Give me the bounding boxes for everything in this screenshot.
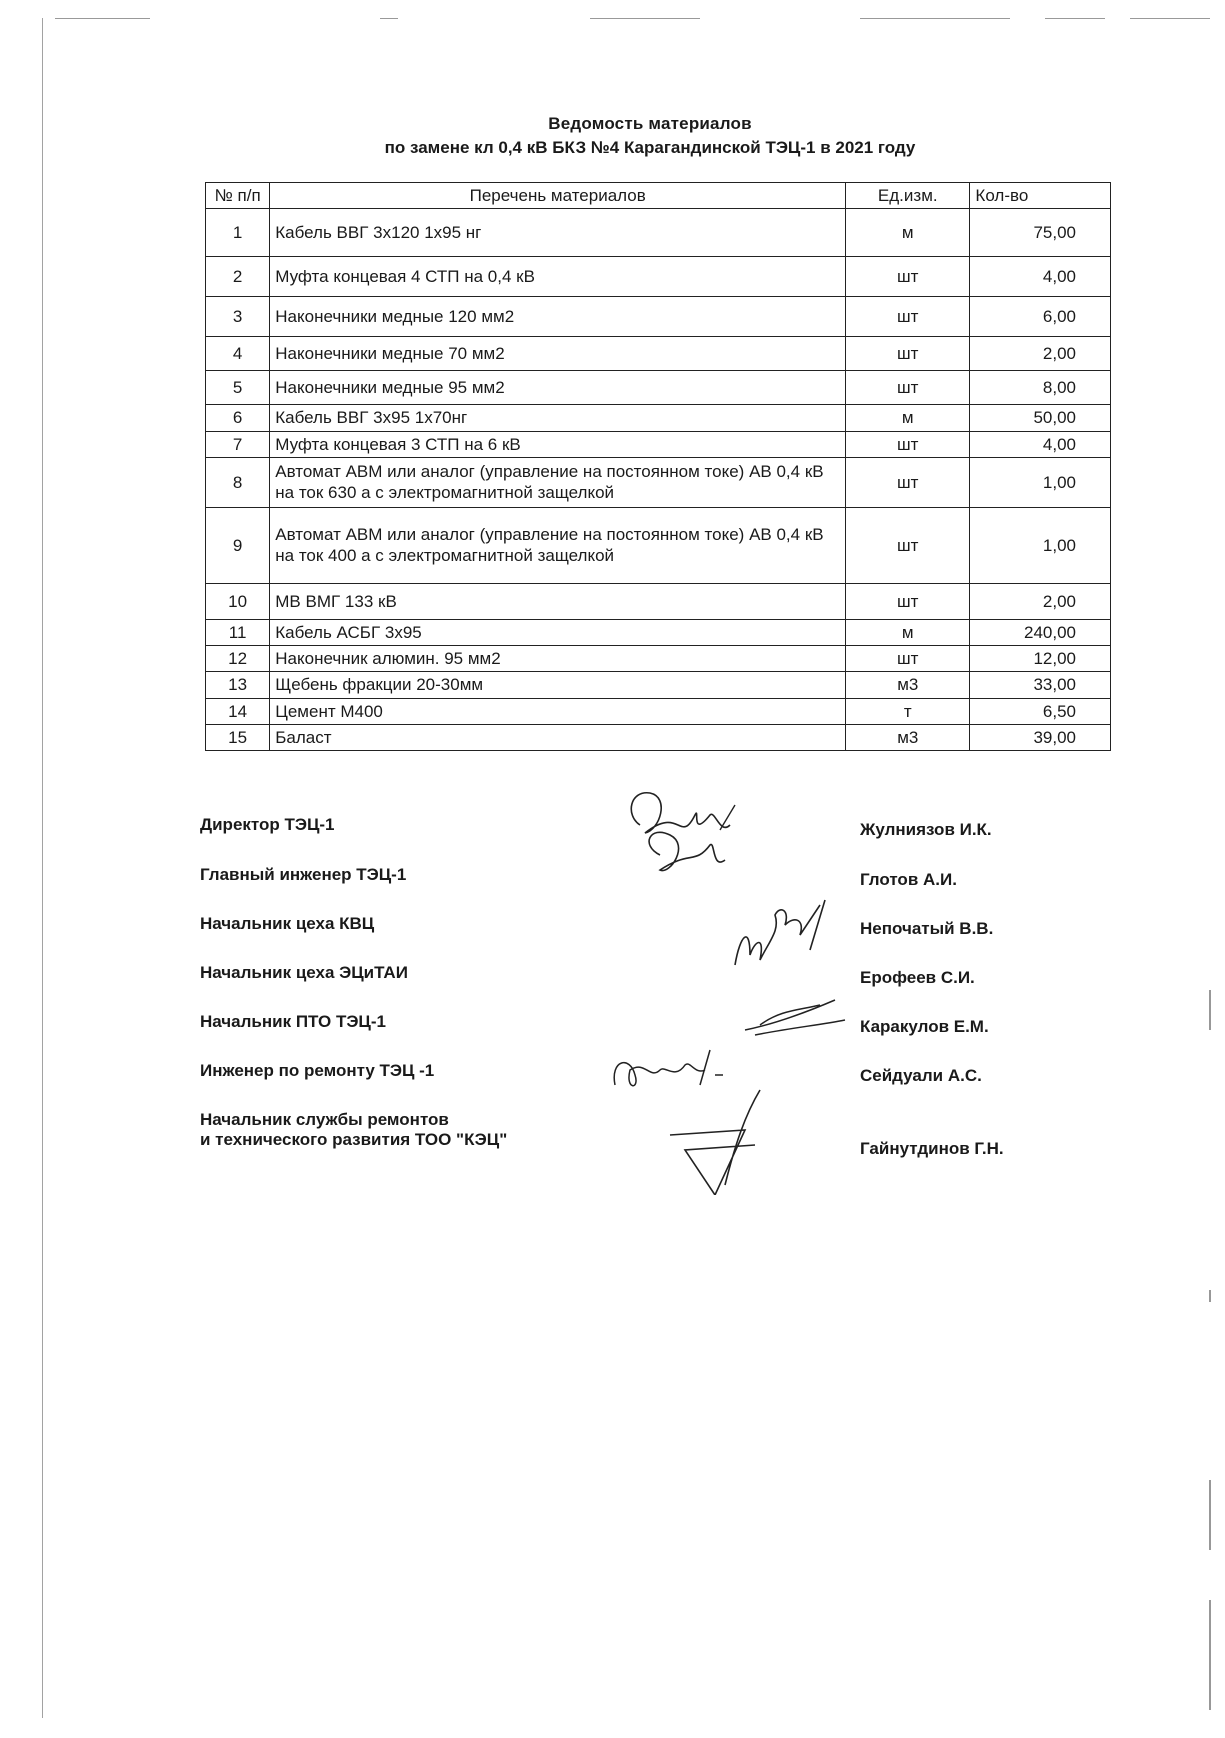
scan-edge-line [42, 18, 43, 1718]
signature-row [200, 914, 1100, 944]
table-row [206, 583, 1111, 619]
row-quantity: 6,50 [970, 698, 1111, 724]
scan-right-marks [1209, 1480, 1211, 1550]
row-unit: м3 [846, 724, 970, 750]
row-quantity: 6,00 [970, 297, 1111, 337]
signatory-position: Начальник цеха КВЦ [200, 914, 375, 933]
row-unit: шт [846, 257, 970, 297]
title-line-2: по замене кл 0,4 кВ БКЗ №4 Карагандинской ТЭЦ-1 в 2021 году [384, 138, 916, 157]
signature-kvc [725, 895, 860, 970]
row-number: 3 [206, 297, 270, 337]
table-row [206, 619, 1111, 645]
row-material-name: Кабель ВВГ 3х120 1х95 нг [270, 209, 846, 257]
row-quantity: 75,00 [970, 209, 1111, 257]
row-number: 7 [206, 431, 270, 457]
signatory-position: Начальник службы ремонтов и технического развития ТОО "КЭЦ" [200, 1110, 508, 1149]
table-row [206, 371, 1111, 405]
row-quantity: 8,00 [970, 371, 1111, 405]
signatory-name: Непочатый В.В. [860, 919, 994, 938]
row-number: 11 [206, 619, 270, 645]
scan-top-dash [1130, 18, 1210, 19]
row-quantity: 2,00 [970, 583, 1111, 619]
row-unit: т [846, 698, 970, 724]
row-material-name: Цемент М400 [270, 698, 846, 724]
row-number: 4 [206, 337, 270, 371]
table-row [206, 297, 1111, 337]
row-material-name: МВ ВМГ 133 кВ [270, 583, 846, 619]
table-row [206, 672, 1111, 698]
row-unit: шт [846, 507, 970, 583]
row-unit: шт [846, 297, 970, 337]
table-row [206, 257, 1111, 297]
row-material-name: Наконечник алюмин. 95 мм2 [270, 646, 846, 672]
table-row [206, 431, 1111, 457]
table-header-row [206, 183, 1111, 209]
row-number: 15 [206, 724, 270, 750]
row-material-name: Щебень фракции 20-30мм [270, 672, 846, 698]
row-unit: шт [846, 371, 970, 405]
scan-top-dash [380, 18, 398, 19]
row-unit: шт [846, 457, 970, 507]
scan-top-dash [590, 18, 700, 19]
scan-right-marks [1209, 1290, 1211, 1302]
row-unit: м [846, 405, 970, 431]
row-unit: м [846, 209, 970, 257]
table-row [206, 457, 1111, 507]
signatory-position: Директор ТЭЦ-1 [200, 815, 335, 834]
header-unit: Ед.изм. [846, 183, 970, 209]
row-unit: шт [846, 431, 970, 457]
row-number: 1 [206, 209, 270, 257]
row-material-name: Автомат АВМ или аналог (управление на постоянном токе) АВ 0,4 кВ на ток 630 а с электромагнитной защелкой [270, 457, 846, 507]
row-quantity: 240,00 [970, 619, 1111, 645]
table-row [206, 724, 1111, 750]
row-material-name: Наконечники медные 70 мм2 [270, 337, 846, 371]
header-number: № п/п [206, 183, 270, 209]
row-material-name: Наконечники медные 95 мм2 [270, 371, 846, 405]
signature-row [200, 1012, 1100, 1042]
signature-row [200, 963, 1100, 993]
table-row [206, 646, 1111, 672]
row-number: 6 [206, 405, 270, 431]
signature-kec [665, 1085, 795, 1195]
table-row [206, 337, 1111, 371]
row-quantity: 33,00 [970, 672, 1111, 698]
row-quantity: 12,00 [970, 646, 1111, 672]
signatory-position: Начальник ПТО ТЭЦ-1 [200, 1012, 386, 1031]
title-line-1: Ведомость материалов [548, 114, 752, 133]
row-material-name: Кабель АСБГ 3х95 [270, 619, 846, 645]
row-material-name: Автомат АВМ или аналог (управление на постоянном токе) АВ 0,4 кВ на ток 400 а с электромагнитной защелкой [270, 507, 846, 583]
row-unit: шт [846, 646, 970, 672]
signatory-name: Ерофеев С.И. [860, 968, 975, 987]
signatory-name: Сейдуали А.С. [860, 1066, 982, 1085]
row-quantity: 1,00 [970, 507, 1111, 583]
scan-top-dash [1045, 18, 1105, 19]
row-material-name: Наконечники медные 120 мм2 [270, 297, 846, 337]
table-row [206, 209, 1111, 257]
row-number: 2 [206, 257, 270, 297]
scan-right-marks [1209, 990, 1211, 1030]
row-number: 9 [206, 507, 270, 583]
row-quantity: 4,00 [970, 257, 1111, 297]
row-number: 12 [206, 646, 270, 672]
header-qty: Кол-во [970, 183, 1111, 209]
row-material-name: Кабель ВВГ 3х95 1х70нг [270, 405, 846, 431]
row-unit: шт [846, 337, 970, 371]
row-material-name: Баласт [270, 724, 846, 750]
signatory-name: Гайнутдинов Г.Н. [860, 1139, 1004, 1158]
table-row [206, 507, 1111, 583]
row-material-name: Муфта концевая 4 СТП на 0,4 кВ [270, 257, 846, 297]
signatory-name: Глотов А.И. [860, 870, 957, 889]
header-name: Перечень материалов [270, 183, 846, 209]
row-number: 14 [206, 698, 270, 724]
table-body [206, 209, 1111, 751]
scan-top-dash [55, 18, 150, 19]
row-number: 5 [206, 371, 270, 405]
row-quantity: 1,00 [970, 457, 1111, 507]
row-unit: м3 [846, 672, 970, 698]
signature-pto [740, 990, 850, 1040]
materials-table [205, 182, 1111, 751]
signatory-position: Инженер по ремонту ТЭЦ -1 [200, 1061, 435, 1080]
signatory-position: Главный инженер ТЭЦ-1 [200, 865, 407, 884]
row-quantity: 2,00 [970, 337, 1111, 371]
row-number: 8 [206, 457, 270, 507]
signatory-name: Жулниязов И.К. [860, 820, 992, 839]
scan-right-marks [1209, 1600, 1211, 1710]
scan-top-dash [860, 18, 1010, 19]
row-quantity: 4,00 [970, 431, 1111, 457]
table-row [206, 698, 1111, 724]
signatory-name: Каракулов Е.М. [860, 1017, 989, 1036]
row-material-name: Муфта концевая 3 СТП на 6 кВ [270, 431, 846, 457]
signature-row [200, 1110, 1100, 1158]
row-unit: м [846, 619, 970, 645]
row-quantity: 39,00 [970, 724, 1111, 750]
row-number: 10 [206, 583, 270, 619]
signatory-position: Начальник цеха ЭЦиТАИ [200, 963, 408, 982]
row-number: 13 [206, 672, 270, 698]
row-quantity: 50,00 [970, 405, 1111, 431]
document-title [300, 114, 1000, 158]
table-row [206, 405, 1111, 431]
row-unit: шт [846, 583, 970, 619]
signature-director [620, 785, 750, 895]
